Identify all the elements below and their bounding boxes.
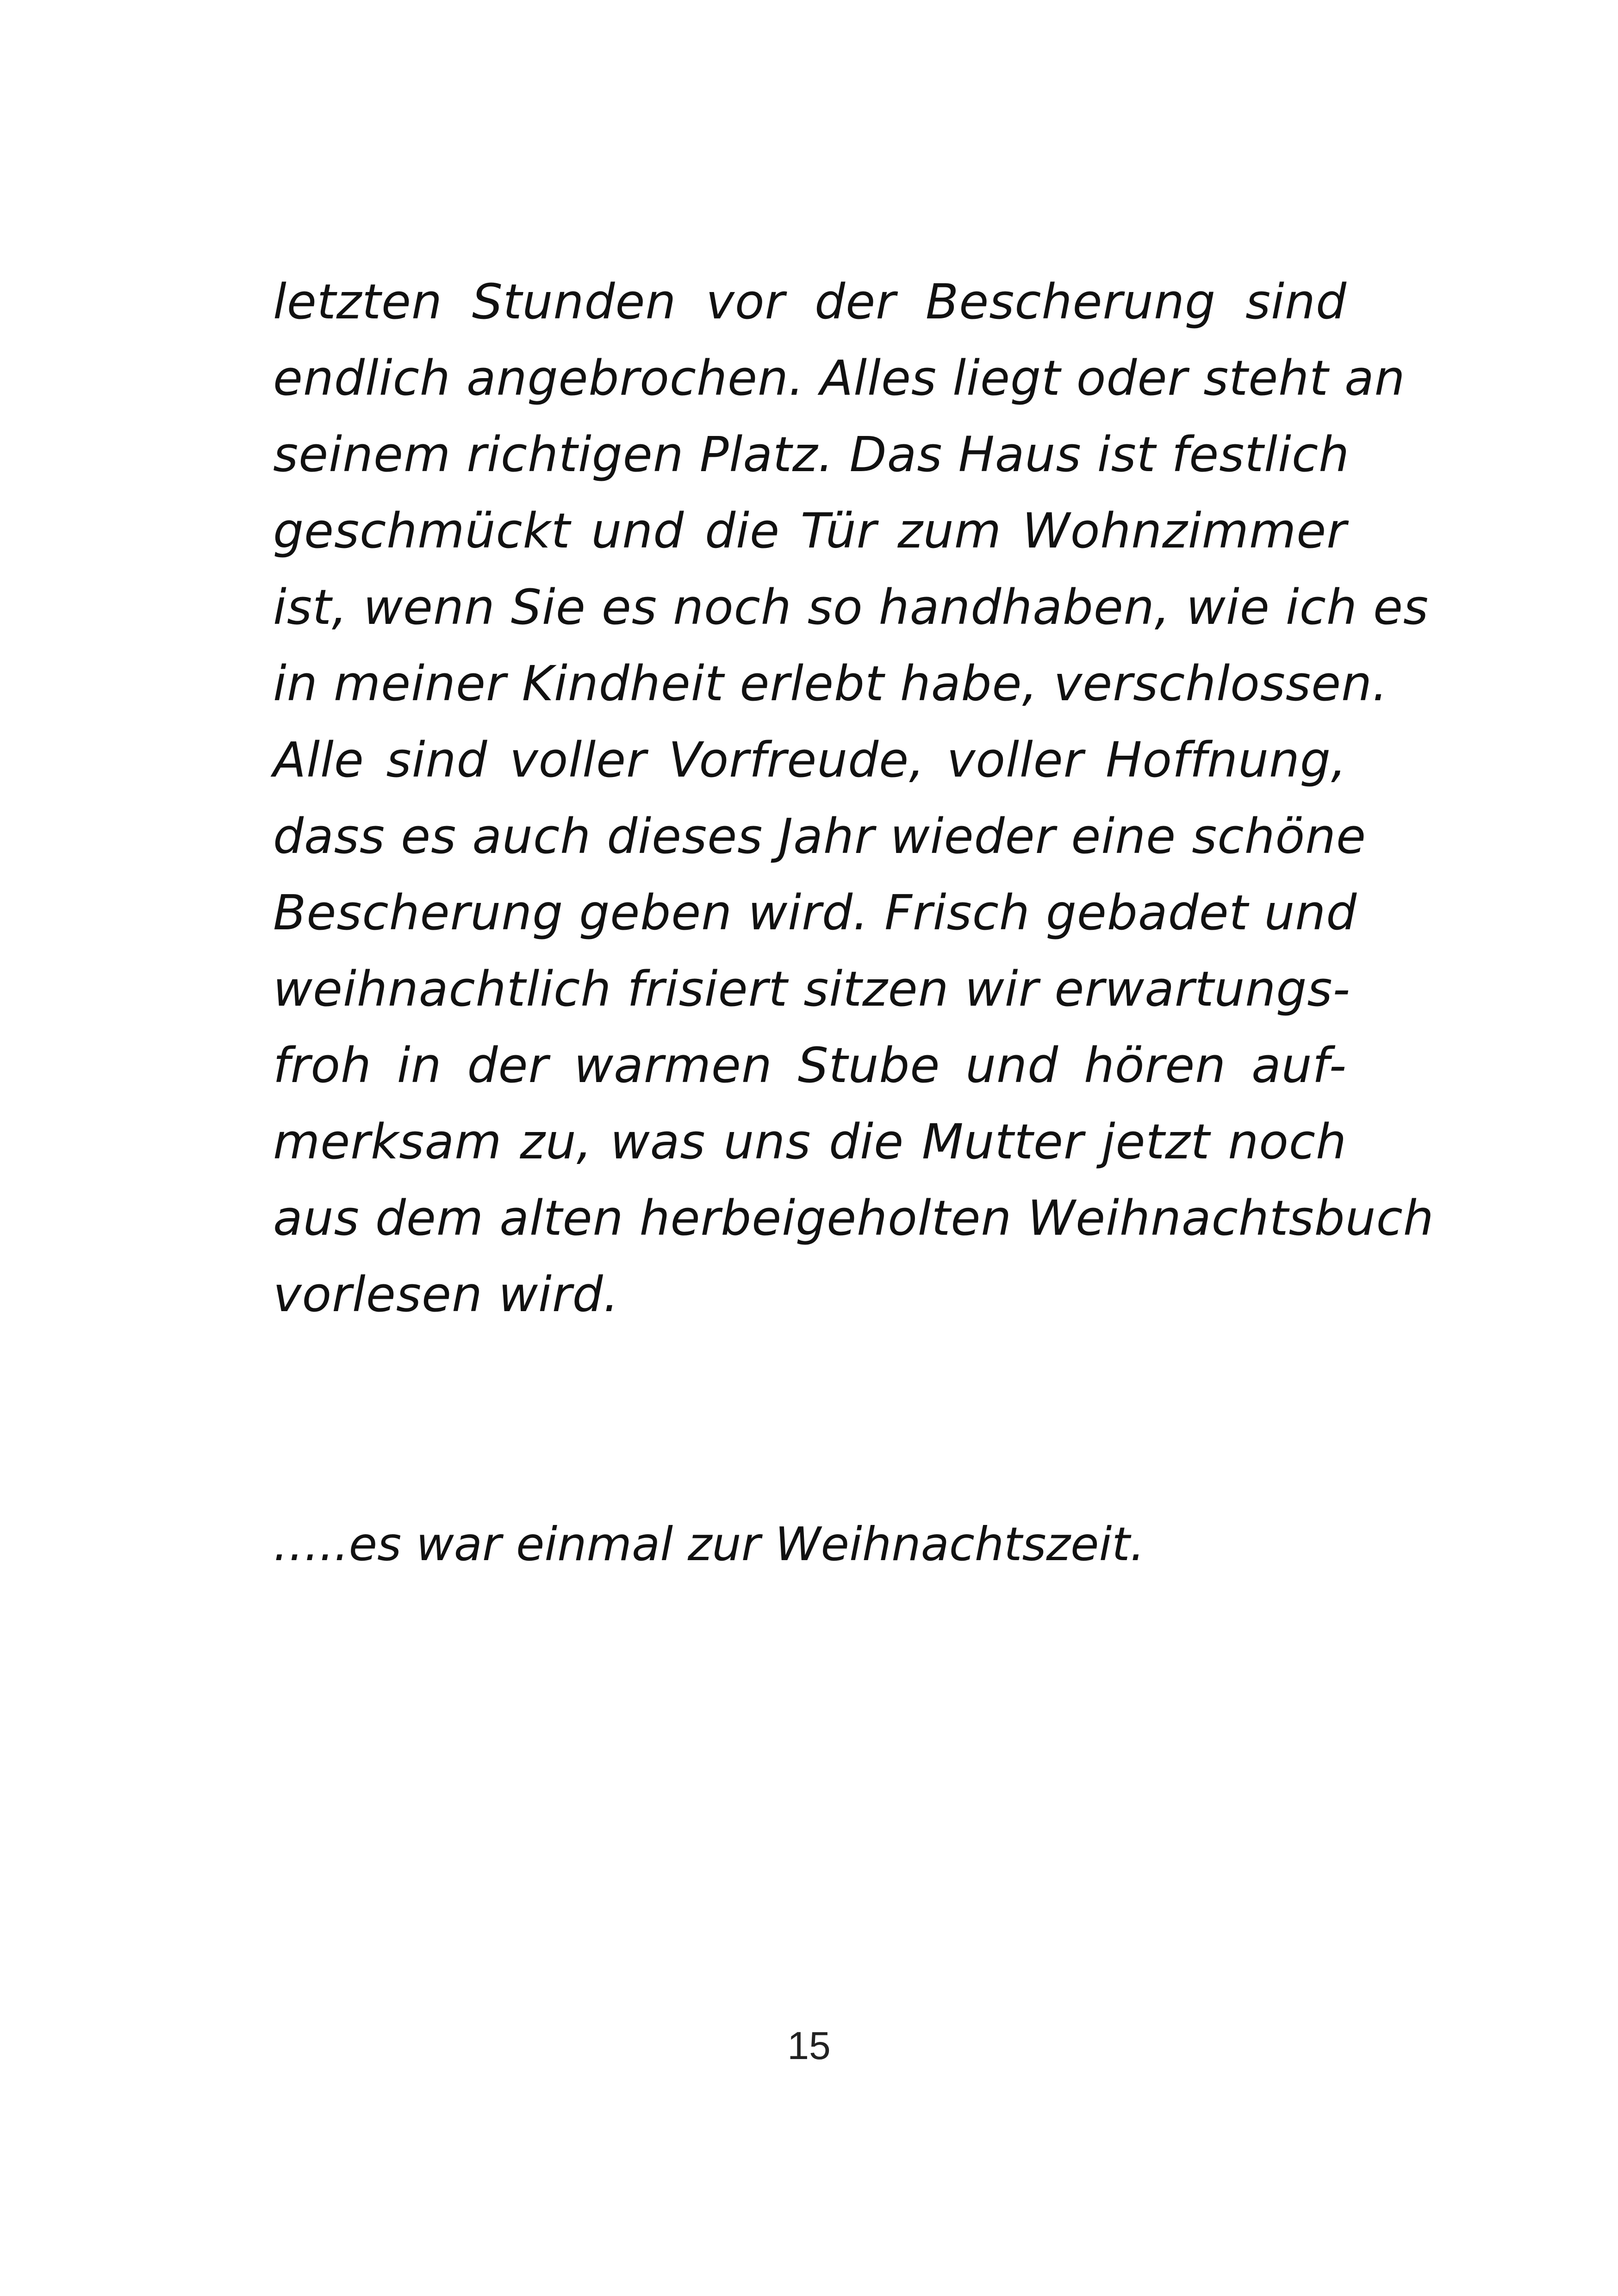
text-line: weihnachtlich frisiert sitzen wir erwartungs- (273, 961, 1351, 1017)
text-line: endlich angebrochen. Alles liegt oder steht an (273, 350, 1406, 406)
text-line: aus dem alten herbeigeholten Weihnachtsbuch (273, 1190, 1434, 1246)
text-line: froh in der warmen Stube und hören auf- (273, 1037, 1347, 1094)
text-line: ist, wenn Sie es noch so handhaben, wie ich es (273, 579, 1429, 635)
text-line: seinem richtigen Platz. Das Haus ist festlich (273, 426, 1350, 483)
body-paragraph (273, 264, 1434, 1333)
text-line: in meiner Kindheit erlebt habe, verschlossen. (273, 655, 1388, 712)
text-line: dass es auch dieses Jahr wieder eine schöne (273, 808, 1367, 865)
text-line: Alle sind voller Vorfreude, voller Hoffnung, (273, 732, 1347, 788)
text-line: Bescherung geben wird. Frisch gebadet und (273, 884, 1357, 941)
text-line: vorlesen wird. (273, 1266, 619, 1323)
text-line: letzten Stunden vor der Bescherung sind (273, 274, 1347, 330)
text-line: merksam zu, was uns die Mutter jetzt noch (273, 1114, 1347, 1170)
page-number: 15 (787, 2024, 831, 2067)
closing-line: …..es war einmal zur Weihnachtszeit. (273, 1517, 1145, 1571)
text-line: geschmückt und die Tür zum Wohnzimmer (273, 503, 1347, 559)
